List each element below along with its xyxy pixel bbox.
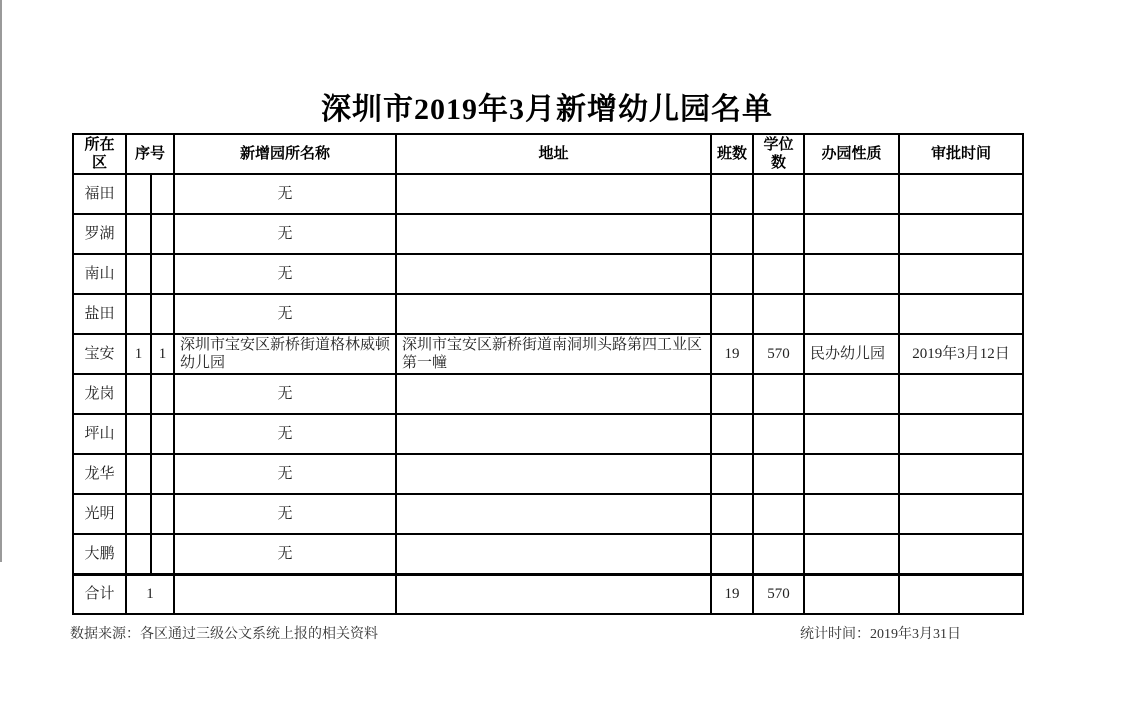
cell-total-seq: 1 — [126, 574, 174, 614]
cell-name: 无 — [174, 494, 396, 534]
cell-classes — [711, 214, 753, 254]
cell-seq-b — [151, 254, 174, 294]
cell-district: 坪山 — [73, 414, 126, 454]
cell-seq-a: 1 — [126, 334, 151, 374]
cell-classes — [711, 534, 753, 574]
cell-address — [396, 254, 711, 294]
col-header-approval-time: 审批时间 — [899, 134, 1023, 174]
cell-address — [396, 534, 711, 574]
cell-name: 无 — [174, 174, 396, 214]
cell-seats — [753, 174, 804, 214]
page-title: 深圳市2019年3月新增幼儿园名单 — [321, 93, 773, 126]
cell-seq-b — [151, 374, 174, 414]
cell-district: 光明 — [73, 494, 126, 534]
cell-seq-a — [126, 294, 151, 334]
cell-address — [396, 294, 711, 334]
cell-seq-b — [151, 494, 174, 534]
window-edge-line — [0, 0, 2, 562]
cell-seq-a — [126, 454, 151, 494]
cell-classes — [711, 374, 753, 414]
cell-classes — [711, 454, 753, 494]
cell-district: 罗湖 — [73, 214, 126, 254]
cell-type — [804, 414, 899, 454]
table-row-baoan — [73, 334, 1023, 374]
cell-type — [804, 494, 899, 534]
cell-district: 龙华 — [73, 454, 126, 494]
table-row-luohu — [73, 214, 1023, 254]
cell-seats — [753, 214, 804, 254]
cell-type — [804, 454, 899, 494]
cell-name: 无 — [174, 374, 396, 414]
cell-approval-time — [899, 294, 1023, 334]
table-row-nanshan — [73, 254, 1023, 294]
cell-seq-a — [126, 534, 151, 574]
cell-address — [396, 174, 711, 214]
col-header-classes: 班数 — [711, 134, 753, 174]
col-header-name: 新增园所名称 — [174, 134, 396, 174]
cell-seq-b — [151, 414, 174, 454]
cell-seats — [753, 254, 804, 294]
cell-seq-b — [151, 174, 174, 214]
cell-approval-time — [899, 494, 1023, 534]
cell-type — [804, 374, 899, 414]
cell-district: 福田 — [73, 174, 126, 214]
cell-type — [804, 214, 899, 254]
cell-name: 无 — [174, 294, 396, 334]
cell-approval-time — [899, 414, 1023, 454]
cell-type — [804, 534, 899, 574]
cell-total-label: 合计 — [73, 574, 126, 614]
cell-approval-time — [899, 254, 1023, 294]
cell-total-classes: 19 — [711, 574, 753, 614]
cell-district: 南山 — [73, 254, 126, 294]
cell-total-approval-time — [899, 574, 1023, 614]
table-row-dapeng — [73, 534, 1023, 574]
cell-seq-a — [126, 214, 151, 254]
cell-address — [396, 214, 711, 254]
table-row-pingshan — [73, 414, 1023, 454]
cell-name: 无 — [174, 254, 396, 294]
col-header-address: 地址 — [396, 134, 711, 174]
cell-district: 大鹏 — [73, 534, 126, 574]
cell-name: 无 — [174, 454, 396, 494]
cell-total-type — [804, 574, 899, 614]
table-row-guangming — [73, 494, 1023, 534]
cell-type: 民办幼儿园 — [804, 334, 899, 374]
cell-seq-b: 1 — [151, 334, 174, 374]
footer-stat-time: 统计时间：2019年3月31日 — [800, 627, 961, 642]
cell-seats — [753, 494, 804, 534]
cell-classes — [711, 174, 753, 214]
col-header-type: 办园性质 — [804, 134, 899, 174]
cell-name: 无 — [174, 534, 396, 574]
cell-type — [804, 174, 899, 214]
cell-approval-time — [899, 174, 1023, 214]
cell-seats — [753, 414, 804, 454]
cell-classes — [711, 414, 753, 454]
kindergarten-table — [72, 133, 1024, 615]
cell-seq-a — [126, 374, 151, 414]
cell-address: 深圳市宝安区新桥街道南洞圳头路第四工业区第一幢 — [396, 334, 711, 374]
cell-district: 宝安 — [73, 334, 126, 374]
cell-seq-a — [126, 494, 151, 534]
col-header-seats: 学位数 — [753, 134, 804, 174]
cell-classes: 19 — [711, 334, 753, 374]
cell-total-address — [396, 574, 711, 614]
cell-seats: 570 — [753, 334, 804, 374]
table-row-longhua — [73, 454, 1023, 494]
cell-address — [396, 454, 711, 494]
table-row-total — [73, 574, 1023, 614]
cell-district: 盐田 — [73, 294, 126, 334]
cell-address — [396, 374, 711, 414]
cell-seats — [753, 454, 804, 494]
cell-approval-time — [899, 214, 1023, 254]
table-header-row — [73, 134, 1023, 174]
cell-total-seats: 570 — [753, 574, 804, 614]
cell-approval-time — [899, 454, 1023, 494]
cell-seq-b — [151, 294, 174, 334]
cell-seq-b — [151, 214, 174, 254]
cell-seq-a — [126, 174, 151, 214]
cell-approval-time: 2019年3月12日 — [899, 334, 1023, 374]
cell-name: 无 — [174, 214, 396, 254]
table-row-futian — [73, 174, 1023, 214]
cell-classes — [711, 254, 753, 294]
cell-district: 龙岗 — [73, 374, 126, 414]
cell-approval-time — [899, 374, 1023, 414]
cell-classes — [711, 294, 753, 334]
cell-address — [396, 494, 711, 534]
table-row-yantian — [73, 294, 1023, 334]
cell-seats — [753, 374, 804, 414]
cell-approval-time — [899, 534, 1023, 574]
cell-address — [396, 414, 711, 454]
cell-name: 深圳市宝安区新桥街道格林威顿幼儿园 — [174, 334, 396, 374]
cell-seq-a — [126, 414, 151, 454]
cell-total-name — [174, 574, 396, 614]
cell-name: 无 — [174, 414, 396, 454]
cell-type — [804, 254, 899, 294]
cell-seq-b — [151, 534, 174, 574]
footer-data-source: 数据来源：各区通过三级公文系统上报的相关资料 — [70, 627, 378, 642]
cell-seq-b — [151, 454, 174, 494]
col-header-district: 所在区 — [73, 134, 126, 174]
cell-type — [804, 294, 899, 334]
cell-classes — [711, 494, 753, 534]
col-header-seq: 序号 — [126, 134, 174, 174]
cell-seq-a — [126, 254, 151, 294]
cell-seats — [753, 294, 804, 334]
cell-seats — [753, 534, 804, 574]
table-row-longgang — [73, 374, 1023, 414]
